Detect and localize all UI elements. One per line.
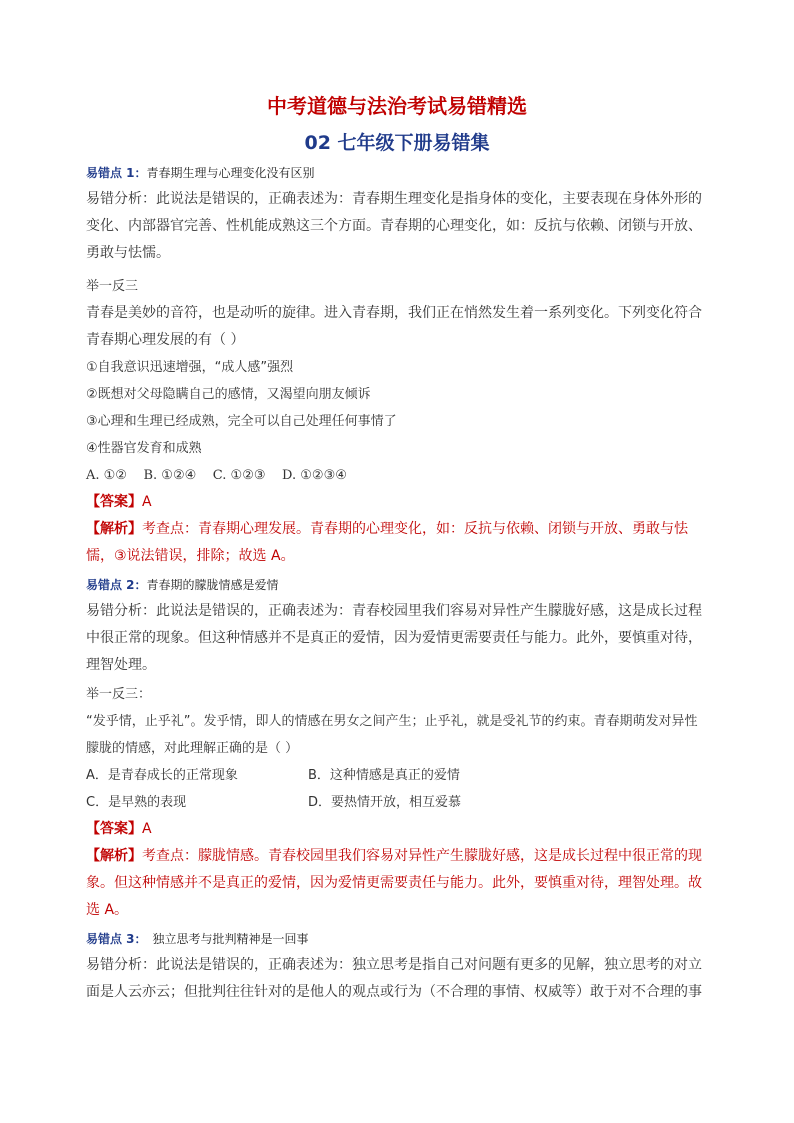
option-d: D．要热情开放，相互爱慕 <box>308 795 462 810</box>
section-heading <box>86 930 708 948</box>
option-a: A．是青春成长的正常现象 <box>86 768 238 783</box>
answer-value: A <box>142 821 152 837</box>
analysis-text: 考查点：朦胧情感。青春校园里我们容易对异性产生朦胧好感，这是成长过程中很正常的现象。但这种情感并不是真正的爱情，因为爱情更需要责任与能力。此外，要慎重对待，理智处理。故选 A。 <box>86 848 702 918</box>
answer-analysis <box>86 843 708 924</box>
error-analysis: 易错分析：此说法是错误的，正确表述为：青春校园里我们容易对异性产生朦胧好感，这是成长过程中很正常的现象。但这种情感并不是真正的爱情，因为爱情更需要责任与能力。此外，要慎重对待，理智处理。 <box>86 603 702 673</box>
answer-line <box>86 489 708 516</box>
section-2 <box>86 576 708 924</box>
question-item: ④性器官发育和成熟 <box>86 441 202 456</box>
section-heading <box>86 164 708 182</box>
document-title: 中考道德与法治考试易错精选 <box>267 94 527 118</box>
section-topic: 独立思考与批判精神是一回事 <box>152 932 309 946</box>
section-topic: 青春期生理与心理变化没有区别 <box>146 166 315 180</box>
answer-value: A <box>142 494 152 510</box>
answer-options: A. ①② B. ①②④ C. ①②③ D. ①②③④ <box>86 468 347 483</box>
question-text: “发乎情，止乎礼”。发乎情，即人的情感在男女之间产生；止乎礼，就是受礼节的约束。青春期萌发对异性朦胧的情感，对此理解正确的是（ ） <box>86 714 698 756</box>
practice-label: 举一反三 <box>86 279 139 294</box>
option-b: B．这种情感是真正的爱情 <box>308 768 460 783</box>
question-item: ③心理和生理已经成熟，完全可以自己处理任何事情了 <box>86 414 397 429</box>
section-label: 易错点 1： <box>86 166 147 180</box>
document-subtitle: 02 七年级下册易错集 <box>304 132 490 154</box>
section-label: 易错点 3： <box>86 932 147 946</box>
analysis-text: 考查点：青春期心理发展。青春期的心理变化，如：反抗与依赖、闭锁与开放、勇敢与怯懦，③说法错误，排除；故选 A。 <box>86 521 688 564</box>
option-c: C．是早熟的表现 <box>86 795 187 810</box>
answer-tag: 【答案】 <box>86 494 142 510</box>
analysis-tag: 【解析】 <box>86 848 142 864</box>
document-page <box>86 90 708 1006</box>
practice-label: 举一反三： <box>86 687 152 702</box>
question-text: 青春是美妙的音符，也是动听的旋律。进入青春期，我们正在悄然发生着一系列变化。下列变化符合青春期心理发展的有（ ） <box>86 305 702 348</box>
answer-line <box>86 816 708 843</box>
section-1 <box>86 164 708 570</box>
section-heading <box>86 576 708 594</box>
section-topic: 青春期的朦胧情感是爱情 <box>146 578 279 592</box>
analysis-tag: 【解析】 <box>86 521 142 537</box>
answer-tag: 【答案】 <box>86 821 142 837</box>
error-analysis: 易错分析：此说法是错误的，正确表述为：独立思考是指自己对问题有更多的见解，独立思考的对立面是人云亦云；但批判往往针对的是他人的观点或行为（不合理的事情、权威等）敢于对不合理的事 <box>86 957 702 1000</box>
error-analysis: 易错分析：此说法是错误的，正确表述为：青春期生理变化是指身体的变化，主要表现在身体外形的变化、内部器官完善、性机能成熟这三个方面。青春期的心理变化，如：反抗与依赖、闭锁与开放、勇敢与怯懦。 <box>86 191 702 261</box>
section-3 <box>86 930 708 1006</box>
question-item: ①自我意识迅速增强，“成人感”强烈 <box>86 360 294 375</box>
answer-analysis <box>86 516 708 570</box>
question-item: ②既想对父母隐瞒自己的感情，又渴望向朋友倾诉 <box>86 387 371 402</box>
section-label: 易错点 2： <box>86 578 147 592</box>
answer-options <box>86 762 708 816</box>
